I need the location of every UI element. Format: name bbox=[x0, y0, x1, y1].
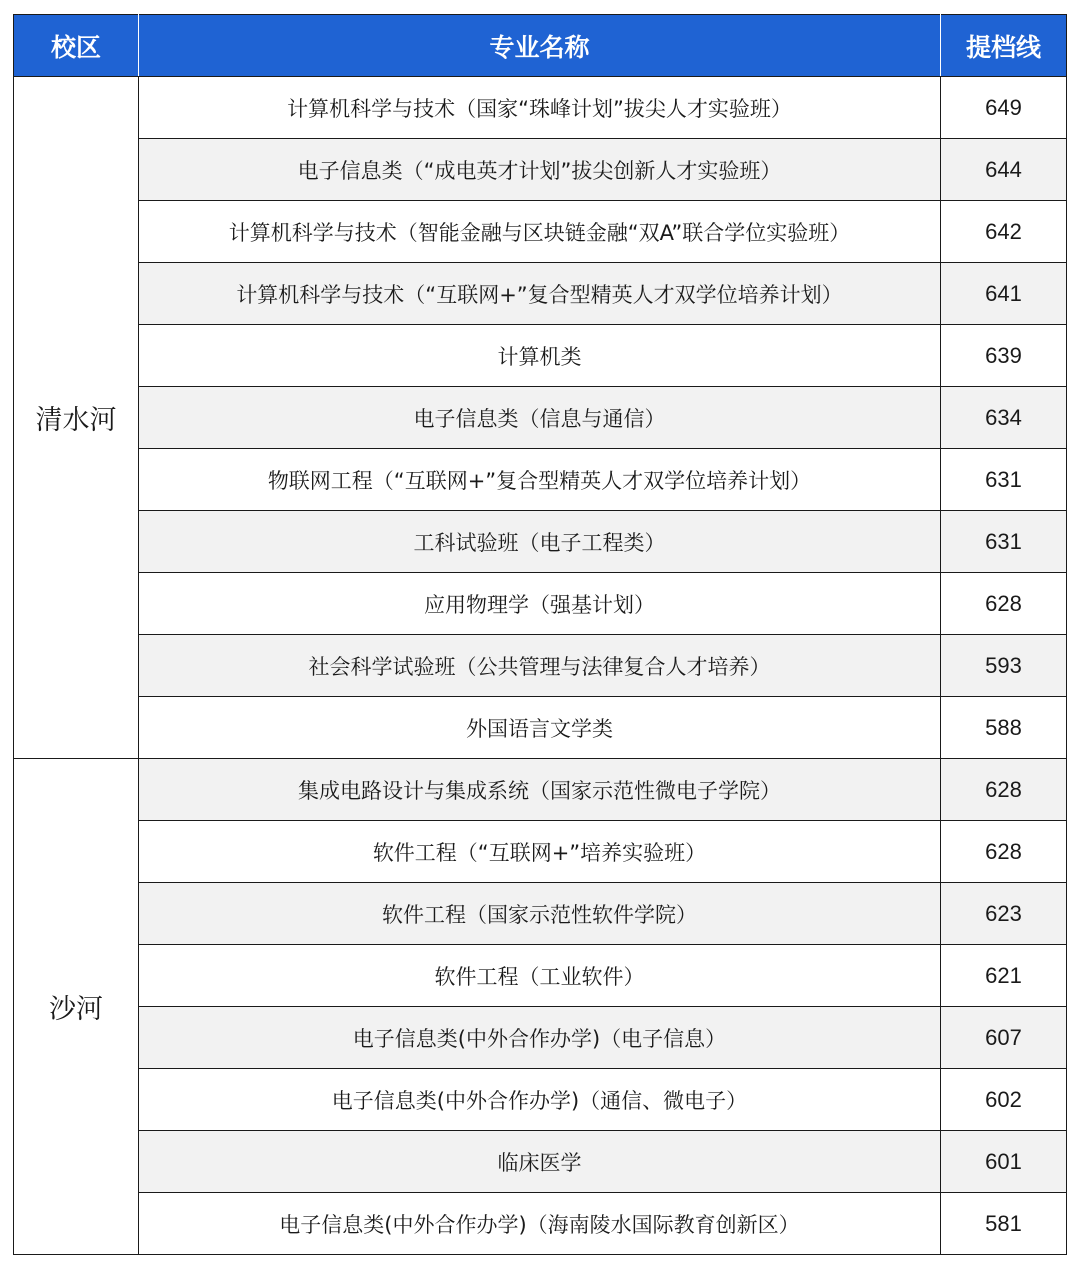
table-row bbox=[14, 1131, 1067, 1193]
major-cell: 计算机科学与技术（国家“珠峰计划”拔尖人才实验班） bbox=[139, 77, 941, 139]
score-cell: 628 bbox=[941, 759, 1067, 821]
table-row bbox=[14, 1007, 1067, 1069]
score-cell: 581 bbox=[941, 1193, 1067, 1255]
score-cell: 649 bbox=[941, 77, 1067, 139]
major-cell: 软件工程（“互联网+”培养实验班） bbox=[139, 821, 941, 883]
table-row bbox=[14, 821, 1067, 883]
score-cell: 588 bbox=[941, 697, 1067, 759]
table-row bbox=[14, 511, 1067, 573]
major-cell: 集成电路设计与集成系统（国家示范性微电子学院） bbox=[139, 759, 941, 821]
score-cell: 641 bbox=[941, 263, 1067, 325]
major-cell: 电子信息类(中外合作办学)（通信、微电子） bbox=[139, 1069, 941, 1131]
score-cell: 593 bbox=[941, 635, 1067, 697]
score-cell: 642 bbox=[941, 201, 1067, 263]
table-row bbox=[14, 759, 1067, 821]
score-cell: 631 bbox=[941, 449, 1067, 511]
table-row bbox=[14, 263, 1067, 325]
table-row bbox=[14, 1069, 1067, 1131]
table-row bbox=[14, 945, 1067, 1007]
table-row bbox=[14, 449, 1067, 511]
major-cell: 计算机类 bbox=[139, 325, 941, 387]
table-row bbox=[14, 387, 1067, 449]
table-row bbox=[14, 697, 1067, 759]
admission-score-table bbox=[13, 14, 1067, 1255]
major-cell: 软件工程（工业软件） bbox=[139, 945, 941, 1007]
score-cell: 644 bbox=[941, 139, 1067, 201]
table-row bbox=[14, 201, 1067, 263]
major-cell: 物联网工程（“互联网+”复合型精英人才双学位培养计划） bbox=[139, 449, 941, 511]
campus-cell: 沙河 bbox=[14, 759, 139, 1255]
score-cell: 628 bbox=[941, 821, 1067, 883]
score-cell: 639 bbox=[941, 325, 1067, 387]
header-campus: 校区 bbox=[14, 15, 139, 77]
major-cell: 社会科学试验班（公共管理与法律复合人才培养） bbox=[139, 635, 941, 697]
major-cell: 应用物理学（强基计划） bbox=[139, 573, 941, 635]
score-cell: 634 bbox=[941, 387, 1067, 449]
admission-score-table-container bbox=[13, 14, 1066, 1255]
score-cell: 602 bbox=[941, 1069, 1067, 1131]
header-score: 提档线 bbox=[941, 15, 1067, 77]
major-cell: 计算机科学与技术（智能金融与区块链金融“双A”联合学位实验班） bbox=[139, 201, 941, 263]
header-row bbox=[14, 15, 1067, 77]
campus-cell: 清水河 bbox=[14, 77, 139, 759]
major-cell: 电子信息类(中外合作办学)（电子信息） bbox=[139, 1007, 941, 1069]
major-cell: 电子信息类（“成电英才计划”拔尖创新人才实验班） bbox=[139, 139, 941, 201]
major-cell: 电子信息类(中外合作办学)（海南陵水国际教育创新区） bbox=[139, 1193, 941, 1255]
score-cell: 607 bbox=[941, 1007, 1067, 1069]
major-cell: 临床医学 bbox=[139, 1131, 941, 1193]
score-cell: 601 bbox=[941, 1131, 1067, 1193]
major-cell: 工科试验班（电子工程类） bbox=[139, 511, 941, 573]
table-row bbox=[14, 77, 1067, 139]
table-row bbox=[14, 139, 1067, 201]
table-row bbox=[14, 1193, 1067, 1255]
table-row bbox=[14, 325, 1067, 387]
score-cell: 628 bbox=[941, 573, 1067, 635]
table-row bbox=[14, 573, 1067, 635]
major-cell: 外国语言文学类 bbox=[139, 697, 941, 759]
score-cell: 631 bbox=[941, 511, 1067, 573]
table-row bbox=[14, 635, 1067, 697]
table-body bbox=[14, 77, 1067, 1255]
major-cell: 软件工程（国家示范性软件学院） bbox=[139, 883, 941, 945]
major-cell: 电子信息类（信息与通信） bbox=[139, 387, 941, 449]
score-cell: 621 bbox=[941, 945, 1067, 1007]
major-cell: 计算机科学与技术（“互联网+”复合型精英人才双学位培养计划） bbox=[139, 263, 941, 325]
table-row bbox=[14, 883, 1067, 945]
score-cell: 623 bbox=[941, 883, 1067, 945]
header-major: 专业名称 bbox=[139, 15, 941, 77]
